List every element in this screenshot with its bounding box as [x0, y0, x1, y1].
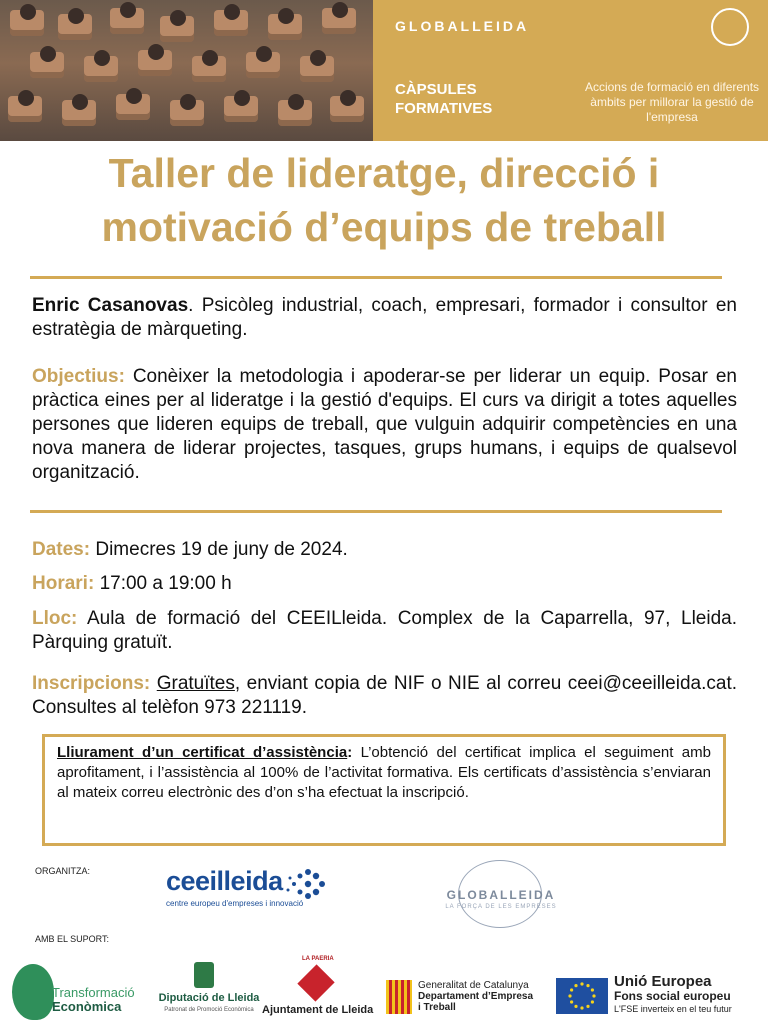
ceeilleida-logo: ceeilleida centre europeu d'empreses i innovació	[166, 866, 336, 926]
header-banner	[0, 0, 768, 141]
support-label: AMB EL SUPORT:	[35, 934, 110, 944]
diputacio-logo: Diputació de Lleida Patronat de Promoció Econòmica	[158, 992, 260, 1013]
certificate-box: Lliurament d’un certificat d’assistència: L’obtenció del certificat implica el seguiment amb aprofitament, i l’assistència al 100% de l’activitat formativa. Els certificats d’assistència s’enviaran al mateix correu electrònic des d’on s’ha efectuat la inscripció.	[42, 734, 726, 846]
globalleida-logo: GLOBALLEIDA LA FORÇA DE LES EMPRESES	[426, 860, 576, 930]
page-title: Taller de lideratge, direcció i motivació d’equips de treball	[101, 150, 667, 250]
divider	[30, 276, 722, 279]
diputacio-shield-icon	[194, 962, 214, 988]
hours-line: Horari: 17:00 a 19:00 h	[32, 573, 232, 594]
registration-line: Inscripcions: Gratuïtes, enviant copia de NIF o NIE al correu ceei@ceeilleida.cat. Consultes al telèfon 973 221119.	[32, 673, 737, 718]
globalleida-ring-icon	[711, 8, 749, 46]
transformacio-economica-icon	[12, 964, 54, 1020]
capsules-description: Accions de formació en diferents àmbits per millorar la gestió de l'empresa	[584, 80, 760, 124]
organizers-label: ORGANITZA:	[35, 866, 91, 876]
generalitat-logo: Generalitat de Catalunya Departament d’Empresa i Treball	[418, 980, 534, 1013]
place-line: Lloc: Aula de formació del CEEILleida. Complex de la Caparrella, 97, Lleida. Pàrquing gratuït.	[32, 608, 737, 653]
eu-logo: Unió Europea Fons social europeu L'FSE inverteix en el teu futur	[614, 973, 732, 1014]
header-panel	[373, 0, 768, 141]
speaker-name: Enric Casanovas	[32, 295, 189, 316]
ajuntament-emblem-icon	[297, 964, 334, 1001]
speaker-bio: Enric Casanovas. Psicòleg industrial, coach, empresari, formador i consultor en estratègia de màrqueting.	[32, 295, 737, 340]
capsules-label: CÀPSULES FORMATIVES	[395, 81, 493, 117]
dates-line: Dates: Dimecres 19 de juny de 2024.	[32, 539, 348, 560]
divider	[30, 510, 722, 513]
support-logos	[0, 954, 768, 1024]
eu-flag-icon	[556, 978, 608, 1014]
objectives: Objectius: Conèixer la metodologia i apoderar-se per liderar un equip. Posar en pràctica eines per al lideratge i la gestió d'equips. El curs va dirigit a totes aquelles persones que lideren equips de treball, que vulguin adquirir competències en una nova manera de liderar projectes, tasques, grups humans, i equips de qualsevol organització.	[32, 366, 737, 483]
objectives-label: Objectius:	[32, 366, 125, 387]
audience-photo	[0, 0, 373, 141]
brand-name: GLOBALLEIDA	[395, 18, 530, 34]
certificate-label: Lliurament d’un certificat d’assistència	[57, 744, 348, 761]
transformacio-economica-logo: Transformació Econòmica	[52, 985, 135, 1014]
ajuntament-logo: Ajuntament de Lleida	[262, 1004, 374, 1016]
paeria-label: LA PAERIA	[302, 956, 334, 962]
generalitat-flag-icon	[386, 980, 412, 1014]
ceei-dots-icon	[284, 864, 328, 904]
